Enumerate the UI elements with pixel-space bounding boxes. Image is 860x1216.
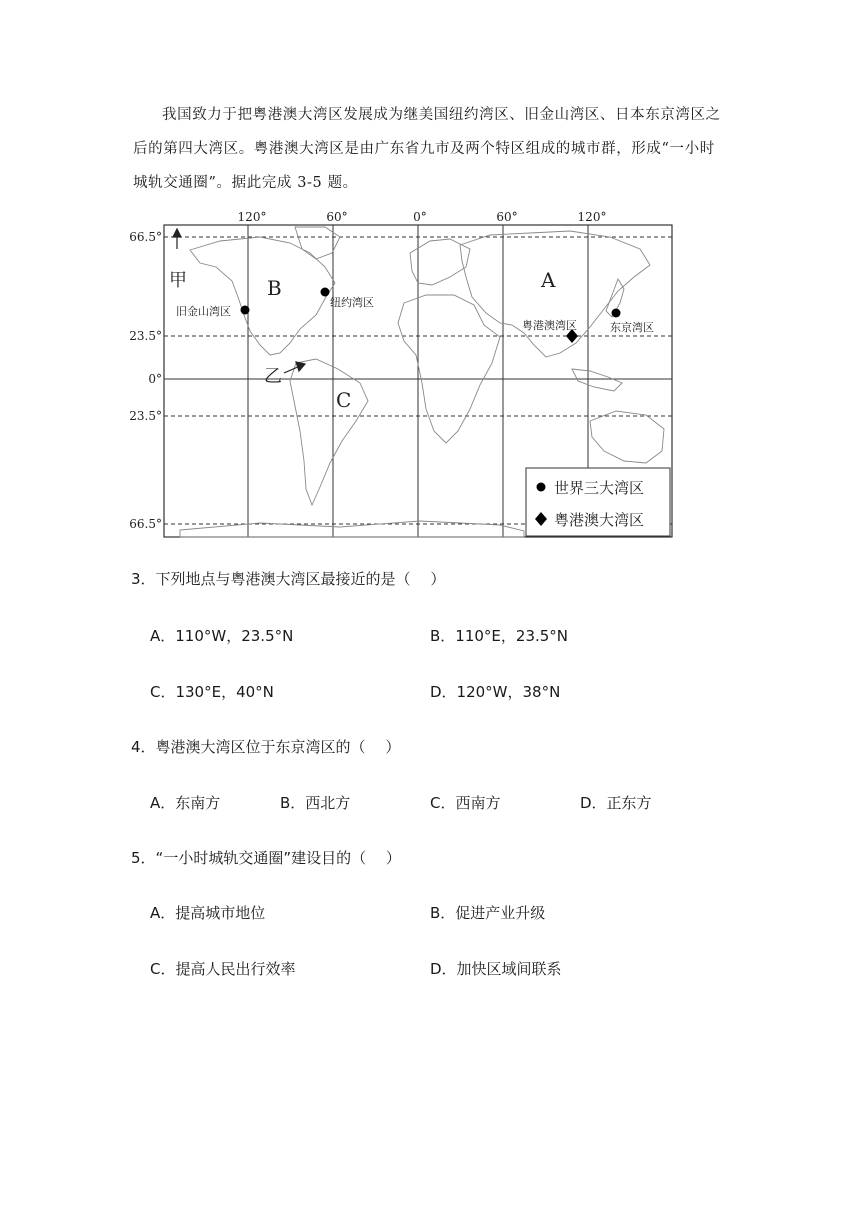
world-map-figure (120, 205, 680, 545)
question-4-option-d[interactable]: D．正东方 (580, 794, 652, 812)
lon-label-3: 0° (413, 210, 427, 224)
question-4-stem: 4．粤港澳大湾区位于东京湾区的（ ） (131, 738, 401, 756)
question-3-option-c[interactable]: C．130°E，40°N (150, 683, 274, 701)
lat-label-1: 66.5° (129, 230, 162, 244)
longitude-labels (238, 210, 607, 224)
newyork-bay-dot (321, 288, 330, 297)
question-5-stem: 5．“一小时城轨交通圈”建设目的（ ） (131, 849, 401, 867)
sanfrancisco-bay-label: 旧金山湾区 (176, 305, 231, 318)
region-letter-c: C (336, 388, 352, 412)
question-5-option-a[interactable]: A．提高城市地位 (150, 904, 266, 922)
newyork-bay-label: 纽约湾区 (330, 296, 374, 309)
latitude-labels (129, 230, 162, 531)
map-legend (526, 468, 670, 536)
question-3-option-b[interactable]: B．110°E，23.5°N (430, 627, 569, 645)
arrow-jia (173, 229, 181, 249)
tokyo-bay-label: 东京湾区 (610, 321, 654, 334)
legend-label-2: 粤港澳大湾区 (554, 511, 645, 529)
lat-label-2: 23.5° (129, 329, 162, 343)
question-4-option-b[interactable]: B．西北方 (280, 794, 351, 812)
question-3-option-a[interactable]: A．110°W，23.5°N (150, 627, 294, 645)
question-3-stem: 3．下列地点与粤港澳大湾区最接近的是（ ） (131, 570, 446, 588)
question-5-option-b[interactable]: B．促进产业升级 (430, 904, 546, 922)
lon-label-2: 60° (326, 210, 348, 224)
question-5-option-d[interactable]: D．加快区域间联系 (430, 960, 562, 978)
lat-label-3: 0° (148, 372, 162, 386)
question-4-option-a[interactable]: A．东南方 (150, 794, 221, 812)
question-4-option-c[interactable]: C．西南方 (430, 794, 501, 812)
tokyo-bay-dot (612, 309, 621, 318)
question-5-option-c[interactable]: C．提高人民出行效率 (150, 960, 296, 978)
region-letter-a: A (541, 268, 556, 292)
guangdong-bay-label: 粤港澳湾区 (522, 319, 577, 332)
lat-label-4: 23.5° (129, 409, 162, 423)
legend-circle-icon (537, 483, 546, 492)
region-letters (267, 268, 556, 412)
arrow-yi-label: 乙 (264, 366, 282, 387)
intro-paragraph (133, 98, 723, 200)
lon-label-4: 60° (496, 210, 518, 224)
arrow-jia-label: 甲 (169, 270, 187, 291)
lat-label-5: 66.5° (129, 517, 162, 531)
intro-text: 我国致力于把粤港澳大湾区发展成为继美国纽约湾区、旧金山湾区、日本东京湾区之后的第四大湾区。粤港澳大湾区是由广东省九市及两个特区组成的城市群，形成“一小时城轨交通圈”。据此完成 3-5 题。 (133, 107, 721, 191)
lon-label-1: 120° (237, 210, 267, 224)
region-letter-b: B (267, 276, 282, 300)
sanfrancisco-bay-dot (241, 306, 250, 315)
lon-label-5: 120° (577, 210, 607, 224)
legend-label-1: 世界三大湾区 (554, 479, 645, 497)
question-3-option-d[interactable]: D．120°W，38°N (430, 683, 561, 701)
